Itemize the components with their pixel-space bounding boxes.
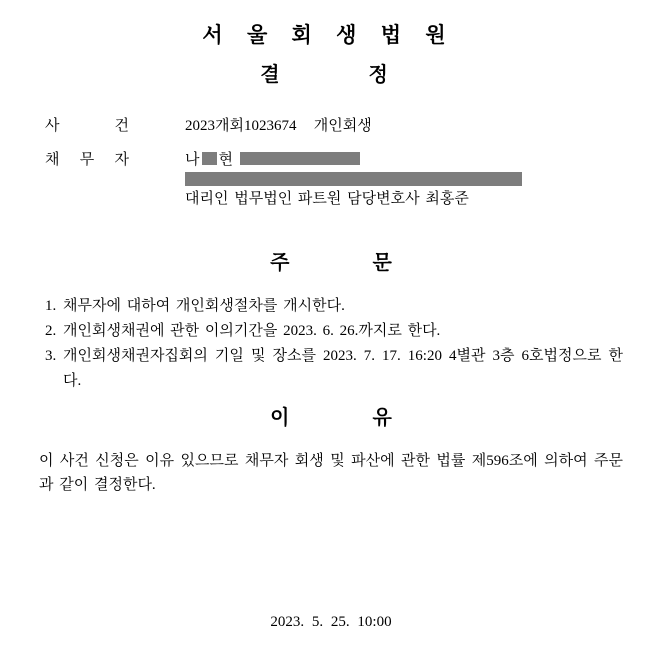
order-item-number: 2. [45, 323, 57, 339]
debtor-details [185, 151, 522, 208]
court-name: 서 울 회 생 법 원 [202, 24, 455, 47]
order-item [45, 294, 623, 319]
redaction-box-id [240, 152, 360, 165]
case-label: 사 건 [45, 118, 129, 134]
case-number: 2023개회1023674 개인회생 [185, 118, 372, 134]
document-type-title: 결 정 [260, 64, 388, 86]
order-item-text: 개인회생채권자집회의 기일 및 장소를 2023. 7. 17. 16:20 4별관 3층 6호법정으로 한다. [63, 348, 623, 389]
order-item-number: 1. [45, 298, 57, 314]
reason-section-heading: 이 유 [270, 407, 392, 429]
order-item [45, 344, 623, 394]
debtor-name-first: 나 [185, 152, 200, 168]
order-list [39, 294, 623, 394]
reason-text: 이 사건 신청은 이유 있으므로 채무자 회생 및 파산에 관한 법률 제596조에 의하여 주문과 같이 결정한다. [39, 453, 623, 493]
order-item [45, 319, 623, 344]
debtor-name-line [185, 151, 522, 170]
case-row [39, 117, 623, 136]
debtor-label: 채 무 자 [45, 152, 129, 168]
order-item-number: 3. [45, 348, 57, 364]
redaction-box-name [202, 152, 217, 165]
debtor-name-last: 현 [218, 152, 233, 168]
document-body [0, 117, 648, 631]
decision-datetime: 2023. 5. 25. 10:00 [270, 614, 392, 630]
order-item-text: 채무자에 대하여 개인회생절차를 개시한다. [63, 298, 345, 314]
order-section-heading: 주 문 [270, 252, 392, 274]
redaction-box-address [185, 172, 522, 186]
attorney-line: 대리인 법무법인 파트원 담당변호사 최홍준 [185, 191, 469, 207]
debtor-row [39, 151, 623, 208]
order-item-text: 개인회생채권에 관한 이의기간을 2023. 6. 26.까지로 한다. [63, 323, 441, 339]
